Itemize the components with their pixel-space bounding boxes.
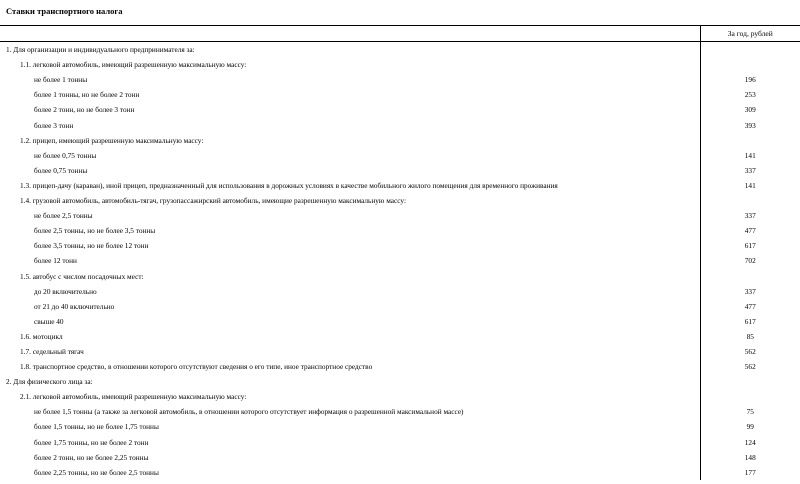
rate-value: 617: [744, 316, 756, 326]
rate-label-cell: [0, 223, 700, 238]
rate-label-cell: [0, 435, 700, 450]
rate-label: 1.8. транспортное средство, в отношении которого отсутствуют сведения о его типе, иное транспортное средство: [20, 362, 373, 372]
rate-value-cell: [700, 193, 800, 208]
rate-value-cell: [700, 102, 800, 117]
rate-value-cell: [700, 163, 800, 178]
rate-value-cell: [700, 133, 800, 148]
rate-value-cell: [700, 253, 800, 268]
rate-value: 562: [744, 362, 756, 372]
table-row: [0, 253, 800, 268]
rate-value-cell: [700, 238, 800, 253]
rate-label-cell: [0, 42, 700, 58]
rate-value: 141: [744, 150, 756, 160]
rate-value: 337: [744, 211, 756, 221]
rate-label-cell: [0, 253, 700, 268]
table-row: [0, 118, 800, 133]
rate-label: более 2,25 тонны, но не более 2,5 тонны: [34, 467, 159, 477]
table-row: [0, 344, 800, 359]
rate-label: не более 1,5 тонны (а также за легковой автомобиль, в отношении которого отсутствует информация о разрешенной максимальной массе): [34, 407, 464, 417]
rate-label: от 21 до 40 включительно: [34, 301, 115, 311]
rate-value-cell: [700, 374, 800, 389]
rate-value: 124: [744, 437, 756, 447]
table-row: [0, 208, 800, 223]
rate-value: 702: [744, 256, 756, 266]
rate-label-cell: [0, 389, 700, 404]
table-row: [0, 163, 800, 178]
rate-label-cell: [0, 374, 700, 389]
table-row: [0, 269, 800, 284]
rate-label: 1. Для организации и индивидуального предпринимателя за:: [6, 45, 195, 55]
rate-label: более 1,5 тонны, но не более 1,75 тонны: [34, 422, 159, 432]
rate-label: более 0,75 тонны: [34, 165, 88, 175]
table-row: [0, 374, 800, 389]
rate-label: более 2 тонн, но не более 2,25 тонны: [34, 452, 149, 462]
table-row: [0, 72, 800, 87]
rate-label-cell: [0, 238, 700, 253]
rate-label-cell: [0, 284, 700, 299]
rate-value-cell: [700, 299, 800, 314]
rate-value-cell: [700, 223, 800, 238]
rate-value: 177: [744, 467, 756, 477]
rate-label-cell: [0, 344, 700, 359]
rate-label-cell: [0, 359, 700, 374]
rate-value: 75: [746, 407, 754, 417]
rate-value: 253: [744, 90, 756, 100]
rate-label-cell: [0, 208, 700, 223]
rate-value: 148: [744, 452, 756, 462]
rate-label: 1.4. грузовой автомобиль, автомобиль-тягач, грузопассажирский автомобиль, имеющие разрешенную максимальную массу:: [20, 196, 406, 206]
rate-value-cell: [700, 284, 800, 299]
page-title: Ставки транспортного налога: [6, 6, 123, 16]
rate-label-cell: [0, 118, 700, 133]
table-row: [0, 57, 800, 72]
rate-value-cell: [700, 419, 800, 434]
table-row: [0, 284, 800, 299]
rate-value-cell: [700, 389, 800, 404]
rate-label: более 1,75 тонны, но не более 2 тонн: [34, 437, 149, 447]
rate-value-cell: [700, 404, 800, 419]
rate-label-cell: [0, 269, 700, 284]
rate-value: 477: [744, 301, 756, 311]
rate-label-cell: [0, 299, 700, 314]
rate-value-cell: [700, 450, 800, 465]
rate-value-cell: [700, 42, 800, 58]
table-row: [0, 465, 800, 480]
table-header-row: [0, 26, 800, 42]
table-row: [0, 359, 800, 374]
rate-label-cell: [0, 148, 700, 163]
rate-label: до 20 включительно: [34, 286, 97, 296]
table-row: [0, 178, 800, 193]
table-row: [0, 87, 800, 102]
rate-label: 1.1. легковой автомобиль, имеющий разрешенную максимальную массу:: [20, 60, 247, 70]
table-row: [0, 238, 800, 253]
rate-label-cell: [0, 133, 700, 148]
rate-value-cell: [700, 118, 800, 133]
rate-value: 309: [744, 105, 756, 115]
rate-label: не более 2,5 тонны: [34, 211, 93, 221]
rate-value: 141: [744, 180, 756, 190]
rate-label-cell: [0, 163, 700, 178]
rate-label: более 12 тонн: [34, 256, 77, 266]
table-row: [0, 404, 800, 419]
rate-label: более 2,5 тонны, но не более 3,5 тонны: [34, 226, 156, 236]
rate-label: более 3 тонн: [34, 120, 74, 130]
label-column-header: [0, 26, 700, 42]
table-row: [0, 223, 800, 238]
rate-value: 85: [746, 331, 754, 341]
rate-label-cell: [0, 178, 700, 193]
rate-value: 337: [744, 165, 756, 175]
rate-value-cell: [700, 87, 800, 102]
rate-label-cell: [0, 450, 700, 465]
rate-value-cell: [700, 178, 800, 193]
rate-value-cell: [700, 72, 800, 87]
table-row: [0, 329, 800, 344]
rate-value-cell: [700, 148, 800, 163]
rate-value-cell: [700, 57, 800, 72]
rate-value: 562: [744, 346, 756, 356]
rate-value-cell: [700, 344, 800, 359]
table-row: [0, 102, 800, 117]
rate-label: более 2 тонн, но не более 3 тонн: [34, 105, 135, 115]
rate-label: 1.2. прицеп, имеющий разрешенную максимальную массу:: [20, 135, 204, 145]
table-row: [0, 148, 800, 163]
rate-value-cell: [700, 314, 800, 329]
table-row: [0, 299, 800, 314]
rate-label: 1.6. мотоцикл: [20, 331, 63, 341]
rate-value-cell: [700, 269, 800, 284]
rate-label-cell: [0, 87, 700, 102]
table-row: [0, 193, 800, 208]
rate-label-cell: [0, 465, 700, 480]
rate-value: 99: [746, 422, 754, 432]
rate-label-cell: [0, 314, 700, 329]
rate-label: 1.7. седельный тягач: [20, 346, 84, 356]
rate-label: более 1 тонны, но не более 2 тонн: [34, 90, 140, 100]
rate-label: более 3,5 тонны, но не более 12 тонн: [34, 241, 149, 251]
table-row: [0, 419, 800, 434]
table-row: [0, 450, 800, 465]
rate-value: 393: [744, 120, 756, 130]
rate-label-cell: [0, 72, 700, 87]
rate-label: 2. Для физического лица за:: [6, 377, 93, 387]
rate-value: 477: [744, 226, 756, 236]
rate-value-cell: [700, 435, 800, 450]
rate-value-cell: [700, 208, 800, 223]
value-column-header: За год, рублей: [700, 26, 800, 42]
rate-label: не более 1 тонны: [34, 75, 88, 85]
rate-label: 1.5. автобус с числом посадочных мест:: [20, 271, 144, 281]
rate-value-cell: [700, 359, 800, 374]
rate-label: не более 0,75 тонны: [34, 150, 97, 160]
table-row: [0, 314, 800, 329]
rate-label: свыше 40: [34, 316, 64, 326]
rate-value-cell: [700, 465, 800, 480]
table-row: [0, 435, 800, 450]
rate-label: 2.1. легковой автомобиль, имеющий разрешенную максимальную массу:: [20, 392, 247, 402]
rate-value: 617: [744, 241, 756, 251]
table-row: [0, 42, 800, 58]
rate-label-cell: [0, 329, 700, 344]
rate-label: 1.3. прицеп-дачу (караван), иной прицеп, предназначенный для использования в дорожных условиях в качестве мобильного жилого помещения для временного проживания: [20, 180, 558, 190]
table-row: [0, 389, 800, 404]
rate-value-cell: [700, 329, 800, 344]
table-body: [0, 26, 800, 480]
rate-label-cell: [0, 404, 700, 419]
rate-label-cell: [0, 419, 700, 434]
rate-label-cell: [0, 193, 700, 208]
rate-value: 337: [744, 286, 756, 296]
rate-label-cell: [0, 57, 700, 72]
rate-label-cell: [0, 102, 700, 117]
table-row: [0, 133, 800, 148]
rate-value: 196: [744, 75, 756, 85]
tax-rates-table: [0, 25, 800, 480]
